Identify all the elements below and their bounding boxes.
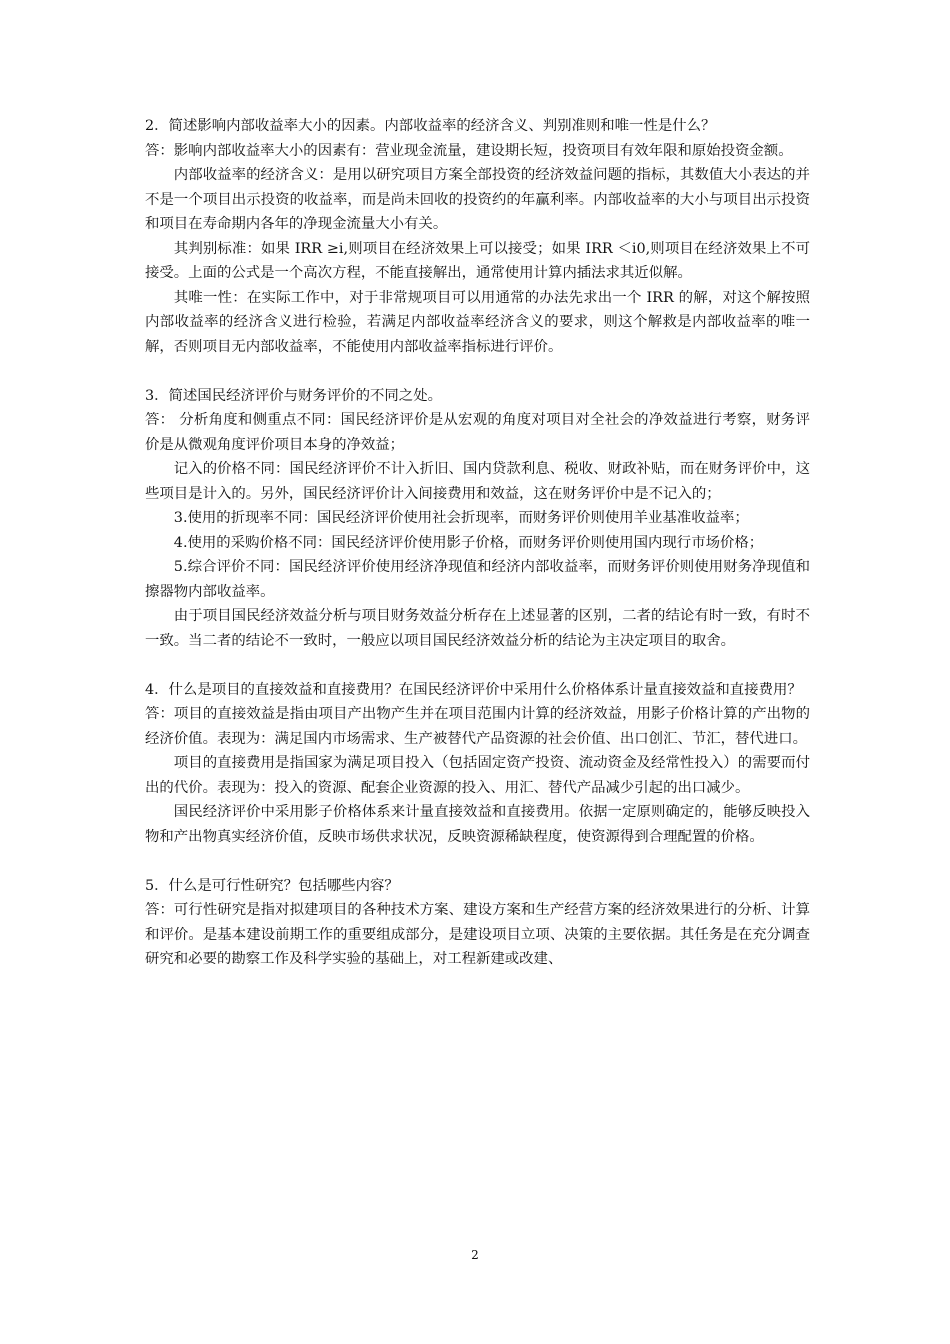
answer-paragraph: 答：可行性研究是指对拟建项目的各种技术方案、建设方案和生产经营方案的经济效果进行的分析、计算和评价。是基本建设前期工作的重要组成部分，是建设项目立项、决策的主要依据。其任务是在充分调查研究和必要的勘察工作及科学实验的基础上，对工程新建或改建、	[145, 902, 810, 967]
answer-paragraph: 记入的价格不同：国民经济评价不计入折旧、国内贷款利息、税收、财政补贴，而在财务评价中，这些项目是计入的。另外，国民经济评价计入间接费用和效益，这在财务评价中是不记入的；	[145, 461, 810, 502]
answer-paragraph: 4.使用的采购价格不同：国民经济评价使用影子价格，而财务评价则使用国内现行市场价格；	[173, 534, 764, 551]
answer-paragraph: 3.使用的折现率不同：国民经济评价使用社会折现率，而财务评价则使用羊业基准收益率；	[173, 510, 749, 526]
question-4-section	[145, 678, 810, 850]
answer-paragraph: 项目的直接费用是指国家为满足项目投入（包括固定资产投资、流动资金及经常性投入）的需要而付出的代价。表现为：投入的资源、配套企业资源的投入、用汇、替代产品减少引起的出口减少。	[145, 755, 810, 796]
question-3-section	[145, 384, 810, 654]
answer-paragraph: 国民经济评价中采用影子价格体系来计量直接效益和直接费用。依据一定原则确定的，能够反映投入物和产出物真实经济价值，反映市场供求状况，反映资源稀缺程度，使资源得到合理配置的价格。	[145, 804, 810, 845]
question-5-section	[145, 874, 810, 972]
page-number: 2	[471, 1248, 479, 1262]
question-4-title: 4．什么是项目的直接效益和直接费用？在国民经济评价中采用什么价格体系计量直接效益和直接费用？	[145, 681, 802, 698]
question-2-title: 2．简述影响内部收益率大小的因素。内部收益率的经济含义、判别准则和唯一性是什么？	[145, 118, 716, 134]
question-2-section	[145, 114, 810, 359]
answer-paragraph: 其唯一性：在实际工作中，对于非常规项目可以用通常的办法先求出一个 IRR 的解，对这个解按照内部收益率的经济含义进行检验，若满足内部收益率经济含义的要求，则这个解救是内部收益率的唯一解，否则项目无内部收益率，不能使用内部收益率指标进行评价。	[145, 289, 810, 355]
question-5-title: 5．什么是可行性研究？包括哪些内容？	[145, 877, 399, 894]
answer-paragraph: 答：影响内部收益率大小的因素有：营业现金流量，建设期长短，投资项目有效年限和原始投资金额。	[145, 142, 793, 159]
document-body	[145, 114, 810, 996]
answer-paragraph: 其判别标准：如果 IRR ≥i,则项目在经济效果上可以接受；如果 IRR ＜i0,则项目在经济效果上不可接受。上面的公式是一个高次方程，不能直接解出，通常使用计算内插法求其近似解。	[145, 240, 810, 281]
answer-paragraph: 答： 分析角度和侧重点不同：国民经济评价是从宏观的角度对项目对全社会的净效益进行考察，财务评价是从微观角度评价项目本身的净效益；	[145, 412, 810, 453]
question-3-title: 3．简述国民经济评价与财务评价的不同之处。	[145, 387, 442, 404]
answer-paragraph: 由于项目国民经济效益分析与项目财务效益分析存在上述显著的区别，二者的结论有时一致，有时不一致。当二者的结论不一致时，一般应以项目国民经济效益分析的结论为主决定项目的取舍。	[145, 608, 810, 649]
answer-paragraph: 5.综合评价不同：国民经济评价使用经济净现值和经济内部收益率，而财务评价则使用财务净现值和擦器物内部收益率。	[145, 559, 810, 600]
answer-paragraph: 内部收益率的经济含义：是用以研究项目方案全部投资的经济效益问题的指标，其数值大小表达的并不是一个项目出示投资的收益率，而是尚未回收的投资约的年赢利率。内部收益率的大小与项目出示投资和项目在寿命期内各年的净现金流量大小有关。	[145, 167, 810, 232]
answer-paragraph: 答：项目的直接效益是指由项目产出物产生并在项目范围内计算的经济效益，用影子价格计算的产出物的经济价值。表现为：满足国内市场需求、生产被替代产品资源的社会价值、出口创汇、节汇，替代进口。	[145, 706, 810, 747]
